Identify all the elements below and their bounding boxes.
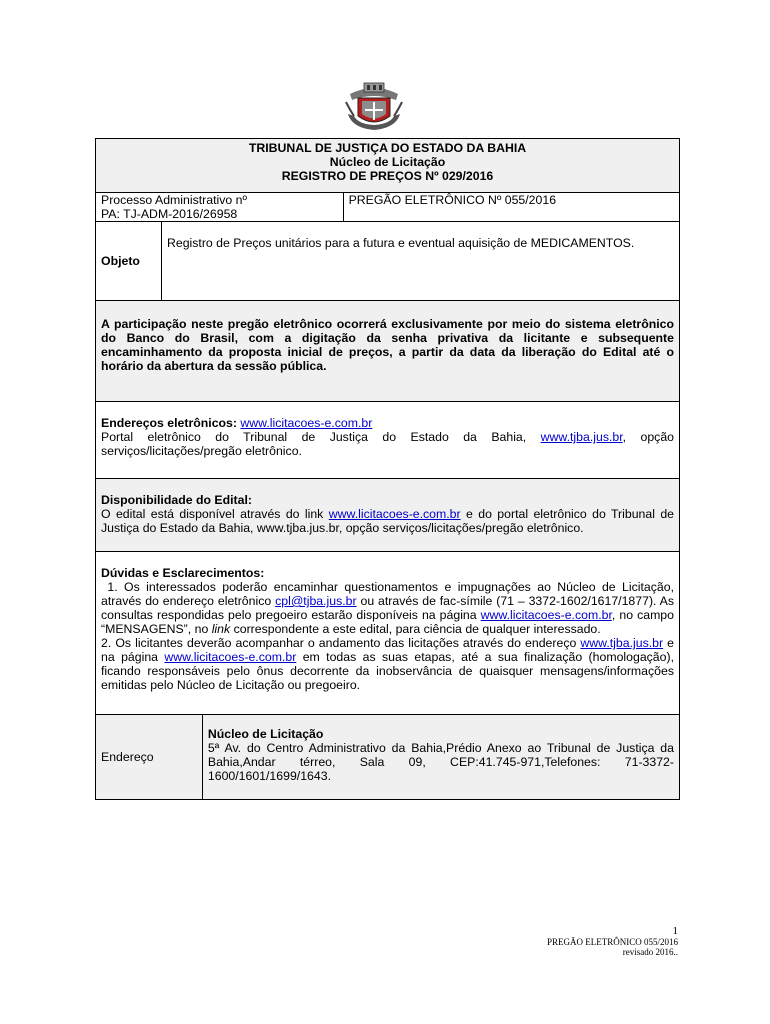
footer-revision: revisado 2016.. — [622, 947, 678, 957]
footer-title: PREGÃO ELETRÔNICO 055/2016 — [547, 937, 678, 947]
participacao-text: A participação neste pregão eletrônico ocorrerá exclusivamente por meio do sistema eletrônico do Banco do Brasil, com a digitação da senha privativa da licitante e subsequente encaminhamento da proposta inicial de preços, a partir da data da liberação do Edital até o horário da abertura da sessão pública. — [96, 301, 680, 402]
enderecos-link-licitacoes[interactable]: www.licitacoes-e.com.br — [240, 416, 373, 430]
licitacoes-link[interactable]: www.licitacoes-e.com.br — [480, 608, 612, 622]
duvidas-paragraph-1: 1. Os interessados poderão encaminhar questionamentos e impugnações ao Núcleo de Licitação, através do endereço eletrônico cpl@tjba.jus.br ou através de fac-símile (71 – 3372-1602/1617/1877). As consultas respondidas pelo pregoeiro estarão disponíveis na página www.licitacoes-e.com.br, no campo “MENSAGENS”, no link correspondente a este edital, para ciência de qualquer interessado. — [101, 580, 674, 636]
disponibilidade-text-b: e do portal eletrônico do Tribunal de Justiça do Estado da Bahia, www.tjba.jus.br, opção serviços/licitações/pregão eletrônico. — [101, 507, 675, 535]
duvidas-paragraph-2: 2. Os licitantes deverão acompanhar o andamento das licitações através do endereço www.tjba.jus.br e na página www.licitacoes-e.com.br em todas as suas etapas, até a sua finalização (homologação), ficando responsáveis pelo ônus decorrente da inobservância de quaisquer mensagens/informações emitidas pelo Núcleo de Licitação ou pregoeiro. — [101, 636, 674, 692]
duvidas-title: Dúvidas e Esclarecimentos: — [101, 566, 265, 580]
page-footer — [547, 925, 678, 957]
email-link[interactable]: cpl@tjba.jus.br — [275, 594, 357, 608]
page-number: 1 — [672, 925, 678, 937]
endereco-text: 5ª Av. do Centro Administrativo da Bahia,Prédio Anexo ao Tribunal de Justiça da Bahia,Andar térreo, Sala 09, CEP:41.745-971,Telefones: 71-3372-1600/1601/1699/1643. — [207, 741, 674, 783]
processo-value: PA: TJ-ADM-2016/26958 — [101, 207, 238, 221]
disponibilidade-link[interactable]: www.licitacoes-e.com.br — [328, 507, 461, 521]
endereco-section — [202, 715, 679, 800]
disponibilidade-section — [96, 479, 680, 552]
disponibilidade-text: O edital está disponível através do link — [101, 507, 324, 521]
header-cell — [96, 139, 680, 193]
processo-label: Processo Administrativo nº — [101, 193, 247, 207]
enderecos-text: Portal eletrônico do Tribunal de Justiça do Estado da Bahia, — [101, 430, 527, 444]
objeto-label: Objeto — [96, 222, 162, 301]
header-title: TRIBUNAL DE JUSTIÇA DO ESTADO DA BAHIA — [248, 141, 527, 155]
enderecos-title: Endereços eletrônicos: — [101, 416, 237, 430]
document-table — [95, 138, 680, 800]
header-registro: REGISTRO DE PREÇOS Nº 029/2016 — [281, 169, 494, 183]
pregao-cell — [343, 193, 679, 222]
disponibilidade-title: Disponibilidade do Edital: — [101, 493, 252, 507]
enderecos-section — [96, 402, 680, 479]
pregao-number: PREGÃO ELETRÔNICO Nº 055/2016 — [348, 193, 557, 207]
licitacoes-link-2[interactable]: www.licitacoes-e.com.br — [164, 650, 297, 664]
link-word: link — [211, 622, 231, 636]
coat-of-arms-icon — [344, 80, 404, 134]
objeto-text: Registro de Preços unitários para a futura e eventual aquisição de MEDICAMENTOS. — [161, 222, 679, 301]
endereco-label: Endereço — [96, 715, 203, 800]
processo-cell — [96, 193, 344, 222]
enderecos-link-tjba[interactable]: www.tjba.jus.br — [540, 430, 623, 444]
duvidas-section — [96, 552, 680, 715]
endereco-title: Núcleo de Licitação — [207, 727, 324, 741]
header-subtitle: Núcleo de Licitação — [329, 155, 446, 169]
enderecos-text-b: , opção serviços/licitações/pregão eletrônico. — [101, 430, 674, 458]
tjba-link[interactable]: www.tjba.jus.br — [580, 636, 664, 650]
